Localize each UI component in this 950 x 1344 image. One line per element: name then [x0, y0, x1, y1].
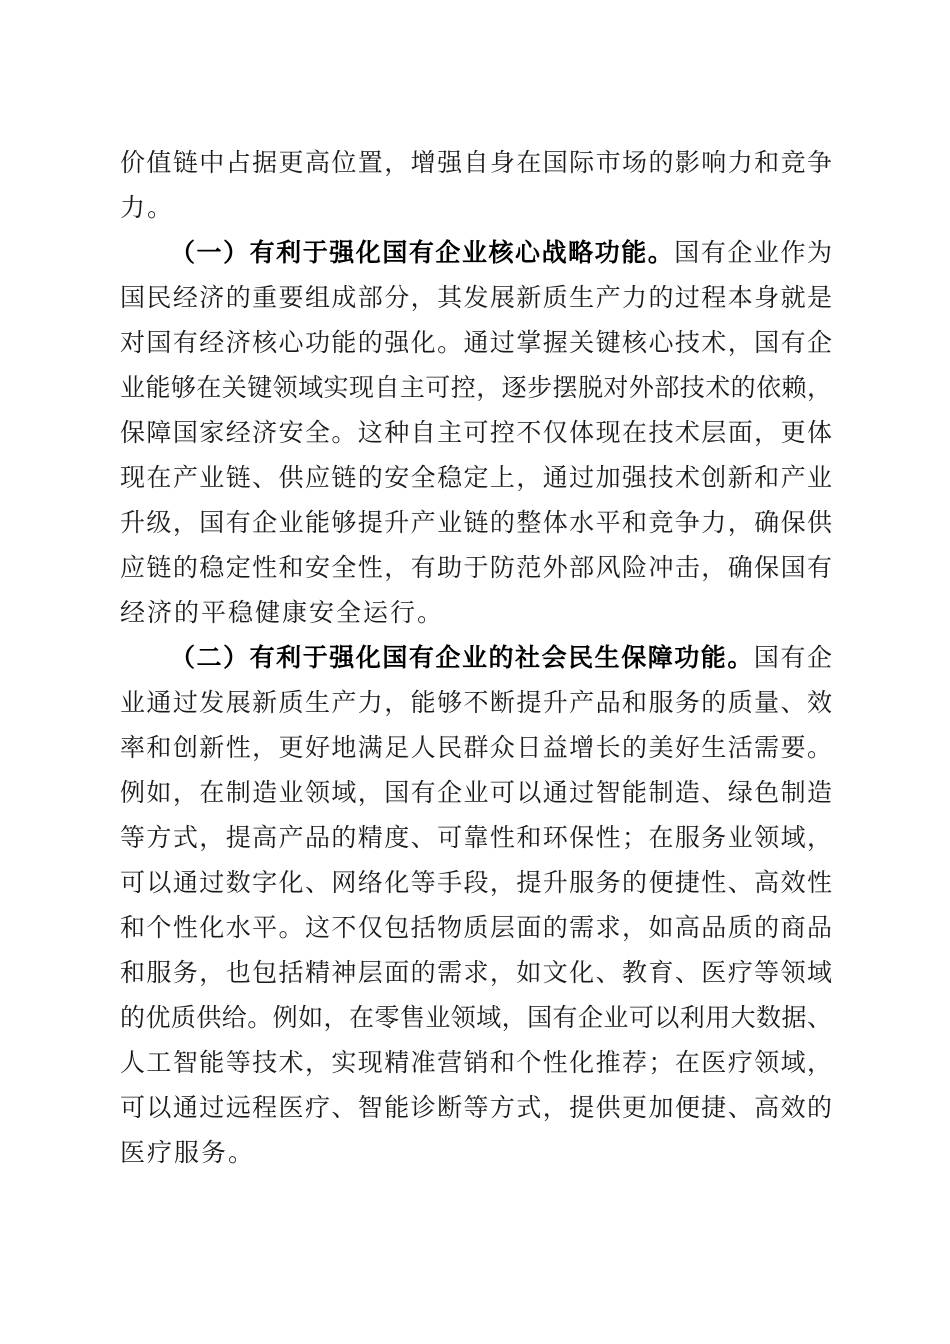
intro-line-2: 力。	[120, 193, 175, 222]
section2-first-line-rest: 国有企	[753, 643, 832, 672]
section1-line: 现在产业链、供应链的安全稳定上，通过加强技术创新和产业	[120, 463, 832, 492]
section1-first-line-rest: 国有企业作为	[674, 238, 832, 267]
section1-line: 对国有经济核心功能的强化。通过掌握关键核心技术，国有企	[120, 328, 832, 357]
section2-line: 和服务，也包括精神层面的需求，如文化、教育、医疗等领域	[120, 958, 832, 987]
section1-line: 保障国家经济安全。这种自主可控不仅体现在技术层面，更体	[120, 418, 832, 447]
section2-line: 业通过发展新质生产力，能够不断提升产品和服务的质量、效	[120, 688, 832, 717]
section1-heading: （一）有利于强化国有企业核心战略功能。	[170, 238, 675, 267]
section1-line: 国民经济的重要组成部分，其发展新质生产力的过程本身就是	[120, 283, 832, 312]
section2-line: 和个性化水平。这不仅包括物质层面的需求，如高品质的商品	[120, 913, 832, 942]
section1-line-last: 经济的平稳健康安全运行。	[120, 598, 445, 627]
section2-line: 等方式，提高产品的精度、可靠性和环保性；在服务业领域，	[120, 823, 832, 852]
section2-heading: （二）有利于强化国有企业的社会民生保障功能。	[170, 643, 754, 672]
section2-line: 率和创新性，更好地满足人民群众日益增长的美好生活需要。	[120, 733, 832, 762]
section2-first-line	[170, 636, 832, 680]
section1-line: 业能够在关键领域实现自主可控，逐步摆脱对外部技术的依赖，	[120, 373, 832, 402]
section1-line: 应链的稳定性和安全性，有助于防范外部风险冲击，确保国有	[120, 553, 832, 582]
section2-line: 可以通过远程医疗、智能诊断等方式，提供更加便捷、高效的	[120, 1093, 832, 1122]
section2-line: 的优质供给。例如，在零售业领域，国有企业可以利用大数据、	[120, 1003, 832, 1032]
section2-line-last: 医疗服务。	[120, 1138, 256, 1167]
section2-line: 人工智能等技术，实现精准营销和个性化推荐；在医疗领域，	[120, 1048, 832, 1077]
section1-line: 升级，国有企业能够提升产业链的整体水平和竞争力，确保供	[120, 508, 832, 537]
section2-line: 例如，在制造业领域，国有企业可以通过智能制造、绿色制造	[120, 778, 832, 807]
section2-line: 可以通过数字化、网络化等手段，提升服务的便捷性、高效性	[120, 868, 832, 897]
intro-line-1: 价值链中占据更高位置，增强自身在国际市场的影响力和竞争	[120, 148, 832, 177]
section1-first-line	[170, 231, 832, 275]
